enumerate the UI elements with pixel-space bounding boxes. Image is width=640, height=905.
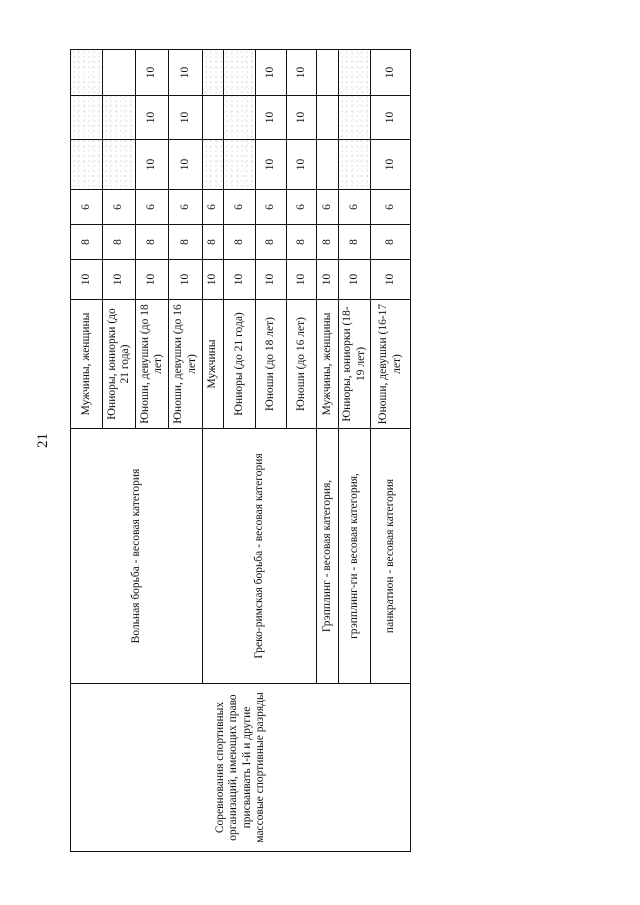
value-cell: 6 [287,190,317,225]
value-cell [203,140,224,190]
value-cell: 10 [169,96,203,140]
value-cell: 10 [371,260,411,300]
value-cell: 10 [169,140,203,190]
value-cell [317,140,339,190]
value-cell: 6 [224,190,256,225]
age-group-cell: Юноши, девушки (до 16 лет) [169,300,203,429]
value-cell: 6 [136,190,169,225]
value-cell: 10 [256,96,287,140]
value-cell: 10 [224,260,256,300]
value-cell: 10 [136,260,169,300]
value-cell [203,50,224,96]
age-group-cell: Юноши (до 16 лет) [287,300,317,429]
value-cell: 6 [317,190,339,225]
value-cell: 10 [136,50,169,96]
value-cell: 8 [371,225,411,260]
age-group-cell: Юноши (до 18 лет) [256,300,287,429]
value-cell: 8 [287,225,317,260]
value-cell [71,96,103,140]
value-cell [103,140,136,190]
page-number: 21 [35,433,51,448]
value-cell: 8 [203,225,224,260]
discipline-freestyle: Вольная борьба - весовая категория [71,429,203,684]
value-cell: 10 [136,96,169,140]
value-cell: 8 [224,225,256,260]
value-cell [317,96,339,140]
value-cell [71,140,103,190]
age-group-cell: Мужчины, женщины [317,300,339,429]
value-cell: 10 [169,260,203,300]
value-cell [103,50,136,96]
value-cell: 10 [317,260,339,300]
value-cell: 10 [287,140,317,190]
value-cell: 10 [371,140,411,190]
discipline-pankration: панкратион - весовая категория [371,429,411,684]
value-cell [317,50,339,96]
age-group-cell: Юноши, девушки (до 18 лет) [136,300,169,429]
ranking-table [70,49,411,852]
value-cell: 8 [317,225,339,260]
age-group-cell: Юниоры, юниорки (до 21 года) [103,300,136,429]
discipline-greco: Греко-римская борьба - весовая категория [203,429,317,684]
value-cell [339,50,371,96]
table-row [71,50,103,852]
value-cell [339,96,371,140]
value-cell: 6 [371,190,411,225]
org-cell: Соревнования спортивных организаций, имеющих право присваивать I-й и другие массовые спортивные разряды [71,684,411,852]
rotated-table-wrapper [70,50,403,852]
value-cell: 6 [103,190,136,225]
value-cell: 10 [256,140,287,190]
age-group-cell: Юниоры (до 21 года) [224,300,256,429]
value-cell: 10 [287,260,317,300]
value-cell: 6 [256,190,287,225]
value-cell [103,96,136,140]
value-cell: 10 [287,50,317,96]
value-cell [224,50,256,96]
value-cell: 8 [169,225,203,260]
value-cell: 10 [169,50,203,96]
value-cell [339,140,371,190]
value-cell: 10 [256,260,287,300]
value-cell: 6 [339,190,371,225]
value-cell: 8 [256,225,287,260]
value-cell: 10 [203,260,224,300]
discipline-grappling-gi: грэпплинг-ги - весовая категория, [339,429,371,684]
value-cell [224,96,256,140]
value-cell: 10 [103,260,136,300]
value-cell: 10 [339,260,371,300]
value-cell: 10 [287,96,317,140]
value-cell: 10 [371,96,411,140]
age-group-cell: Юноши, девушки (16-17 лет) [371,300,411,429]
value-cell: 10 [371,50,411,96]
age-group-cell: Мужчины, женщины [71,300,103,429]
value-cell: 8 [103,225,136,260]
value-cell [203,96,224,140]
discipline-grappling: Грэпплинг - весовая категория, [317,429,339,684]
value-cell: 6 [71,190,103,225]
value-cell: 8 [136,225,169,260]
value-cell: 10 [71,260,103,300]
value-cell: 8 [71,225,103,260]
value-cell [224,140,256,190]
value-cell: 8 [339,225,371,260]
value-cell: 10 [136,140,169,190]
value-cell [71,50,103,96]
age-group-cell: Юниоры, юниорки (18-19 лет) [339,300,371,429]
value-cell: 6 [203,190,224,225]
value-cell: 6 [169,190,203,225]
value-cell: 10 [256,50,287,96]
age-group-cell: Мужчины [203,300,224,429]
